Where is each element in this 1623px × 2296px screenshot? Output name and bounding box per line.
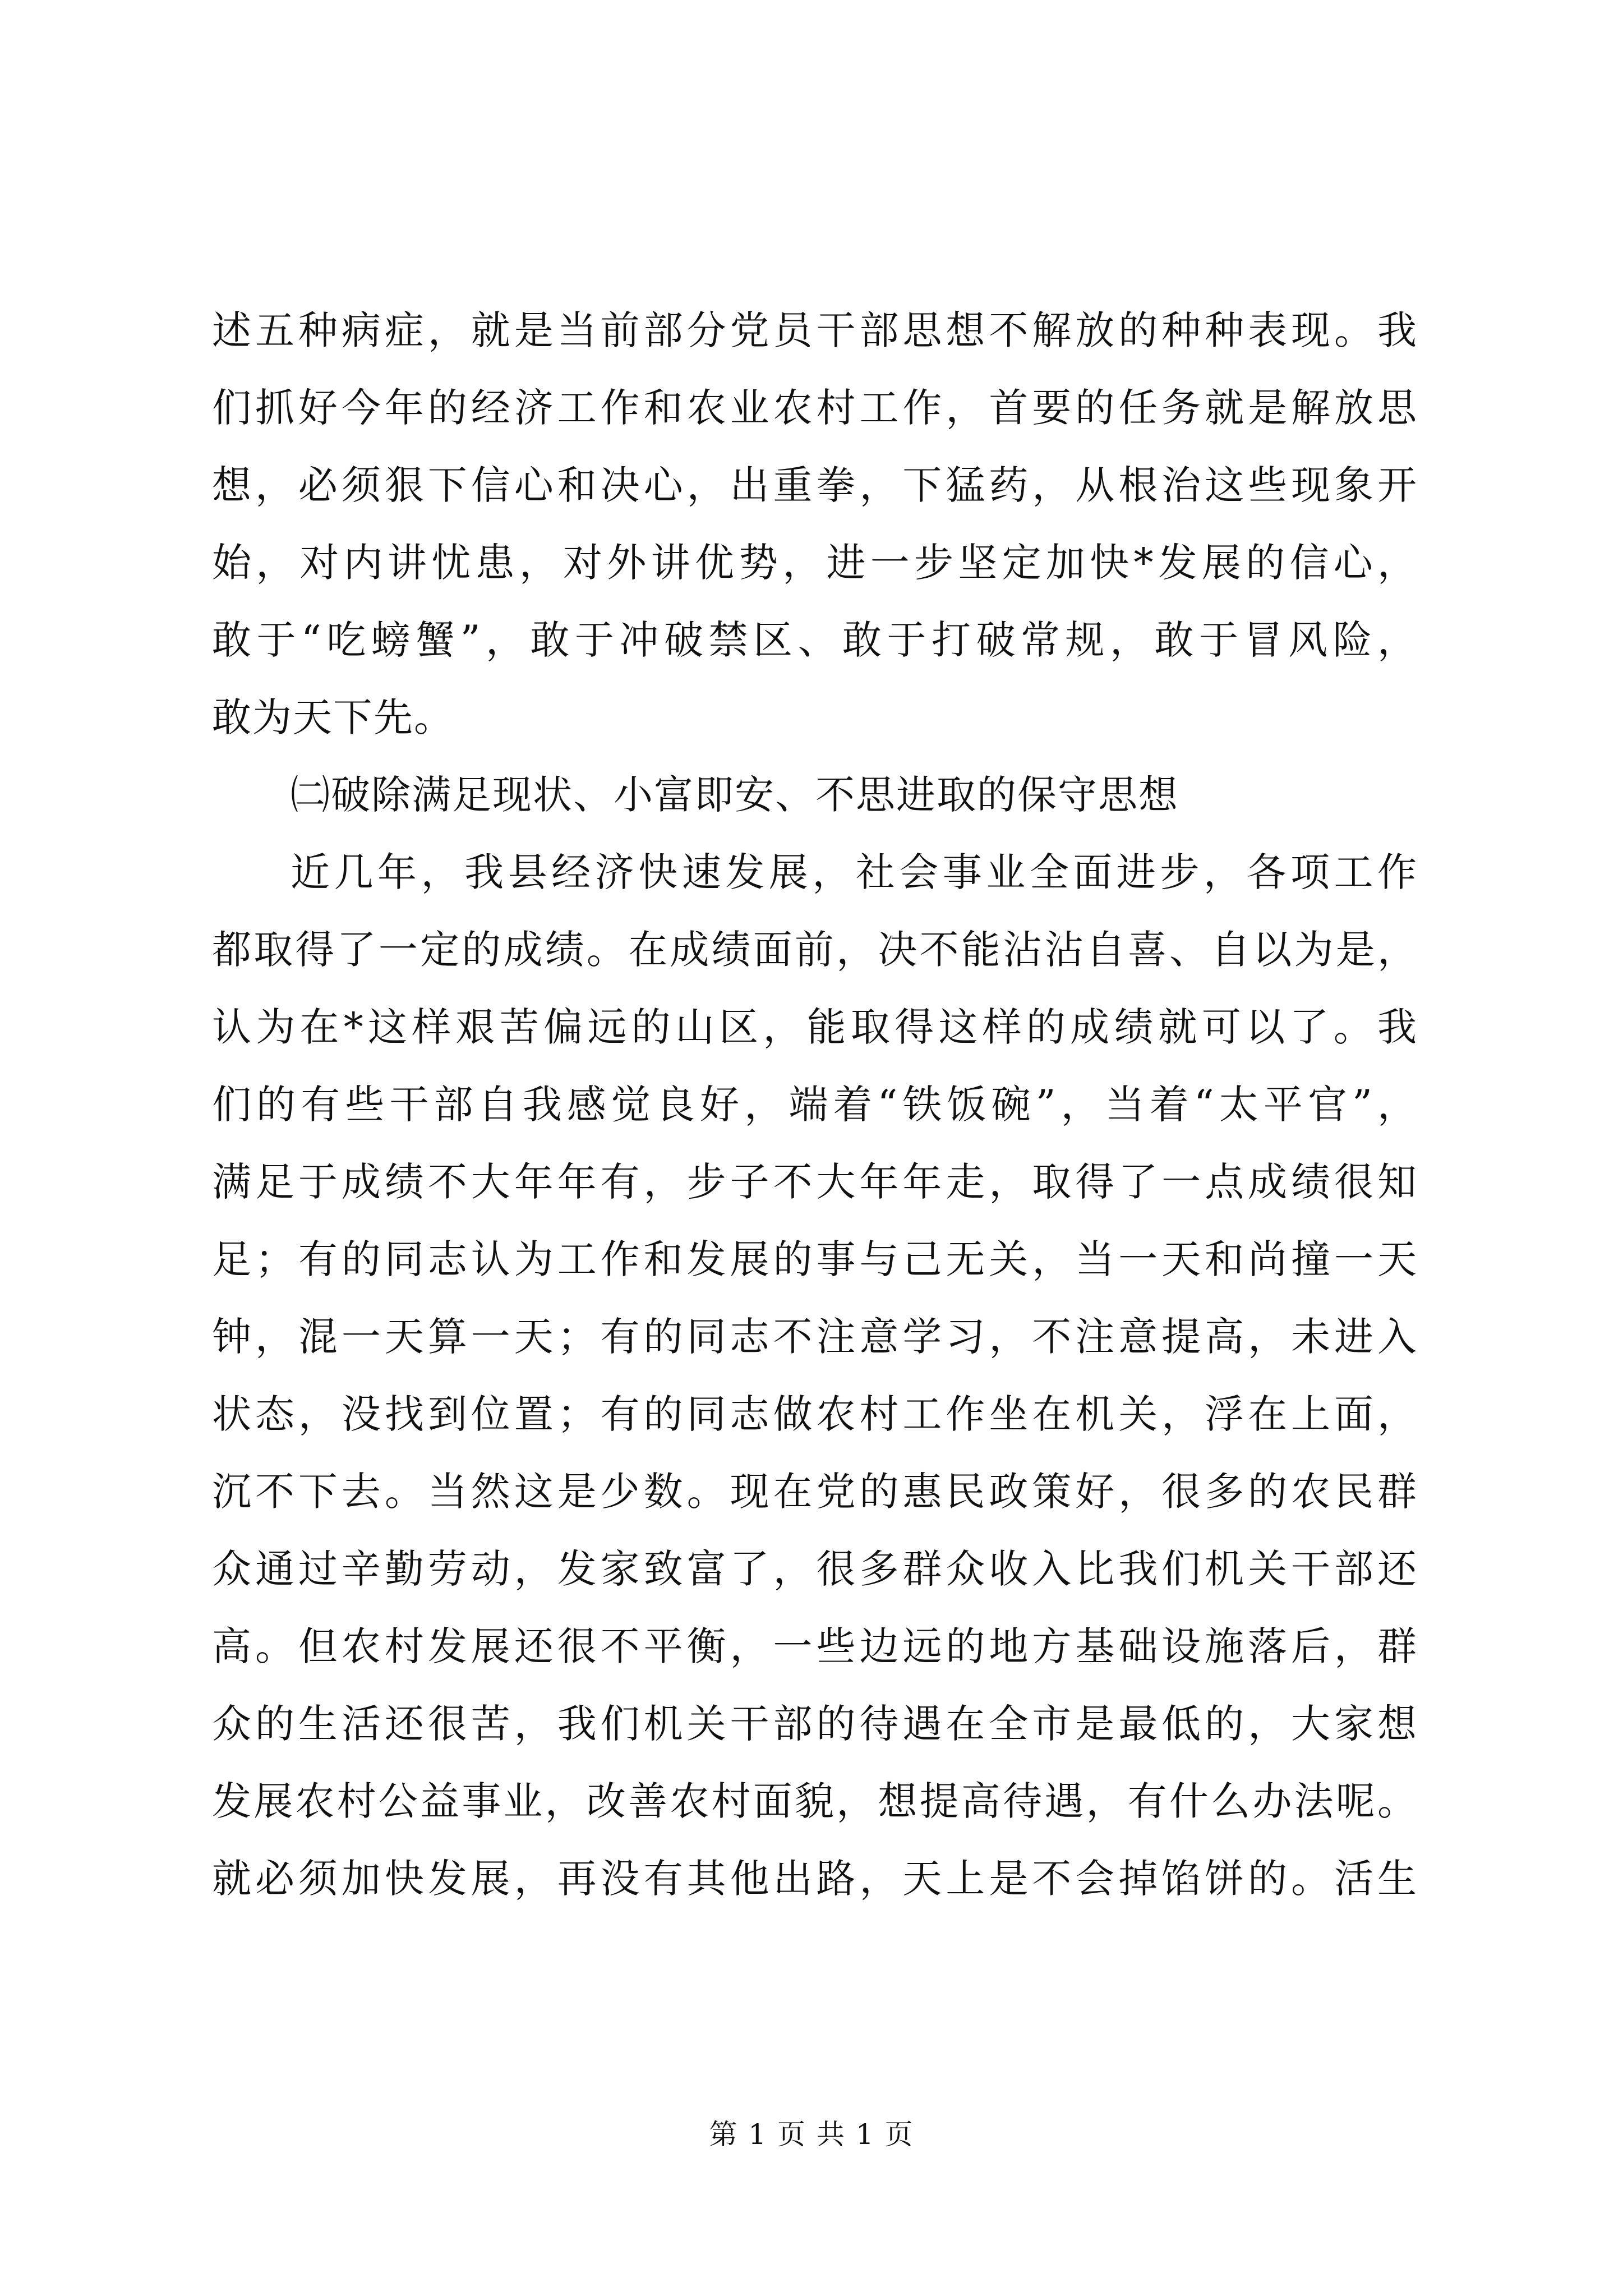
document-body bbox=[212, 292, 1418, 1917]
paragraph-line: 想，必须狠下信心和决心，出重拳，下猛药，从根治这些现象开 bbox=[212, 462, 1418, 508]
paragraph-line: 众通过辛勤劳动，发家致富了，很多群众收入比我们机关干部还 bbox=[212, 1546, 1418, 1592]
paragraph-line: 发展农村公益事业，改善农村面貌，想提高待遇，有什么办法呢。 bbox=[212, 1778, 1418, 1824]
paragraph-line: 都取得了一定的成绩。在成绩面前，决不能沾沾自喜、自以为是， bbox=[212, 927, 1418, 973]
paragraph-line: 高。但农村发展还很不平衡，一些边远的地方基础设施落后，群 bbox=[212, 1623, 1418, 1669]
page-footer: 第 1 页 共 1 页 bbox=[709, 2118, 914, 2151]
paragraph-line: 众的生活还很苦，我们机关干部的待遇在全市是最低的，大家想 bbox=[212, 1701, 1418, 1747]
paragraph-line: 敢于“吃螃蟹”，敢于冲破禁区、敢于打破常规，敢于冒风险， bbox=[212, 617, 1418, 663]
paragraph-line: 认为在*这样艰苦偏远的山区，能取得这样的成绩就可以了。我 bbox=[212, 1004, 1418, 1050]
paragraph-line: 始，对内讲忧患，对外讲优势，进一步坚定加快*发展的信心， bbox=[212, 540, 1418, 586]
paragraph-line: 沉不下去。当然这是少数。现在党的惠民政策好，很多的农民群 bbox=[212, 1469, 1418, 1515]
paragraph-line: 近几年，我县经济快速发展，社会事业全面进步，各项工作 bbox=[291, 849, 1418, 895]
paragraph-line: 足；有的同志认为工作和发展的事与己无关，当一天和尚撞一天 bbox=[212, 1236, 1418, 1282]
paragraph-line: 们抓好今年的经济工作和农业农村工作，首要的任务就是解放思 bbox=[212, 385, 1418, 431]
paragraph-line: 述五种病症，就是当前部分党员干部思想不解放的种种表现。我 bbox=[212, 307, 1418, 353]
paragraph-line: 就必须加快发展，再没有其他出路，天上是不会掉馅饼的。活生 bbox=[212, 1856, 1418, 1902]
paragraph-line: 敢为天下先。 bbox=[212, 694, 454, 740]
paragraph-line: 状态，没找到位置；有的同志做农村工作坐在机关，浮在上面， bbox=[212, 1391, 1418, 1437]
section-heading: ㈡破除满足现状、小富即安、不思进取的保守思想 bbox=[291, 772, 1179, 818]
paragraph-line: 钟，混一天算一天；有的同志不注意学习，不注意提高，未进入 bbox=[212, 1314, 1418, 1360]
paragraph-line: 满足于成绩不大年年有，步子不大年年走，取得了一点成绩很知 bbox=[212, 1159, 1418, 1205]
paragraph-line: 们的有些干部自我感觉良好，端着“铁饭碗”，当着“太平官”， bbox=[212, 1082, 1418, 1128]
